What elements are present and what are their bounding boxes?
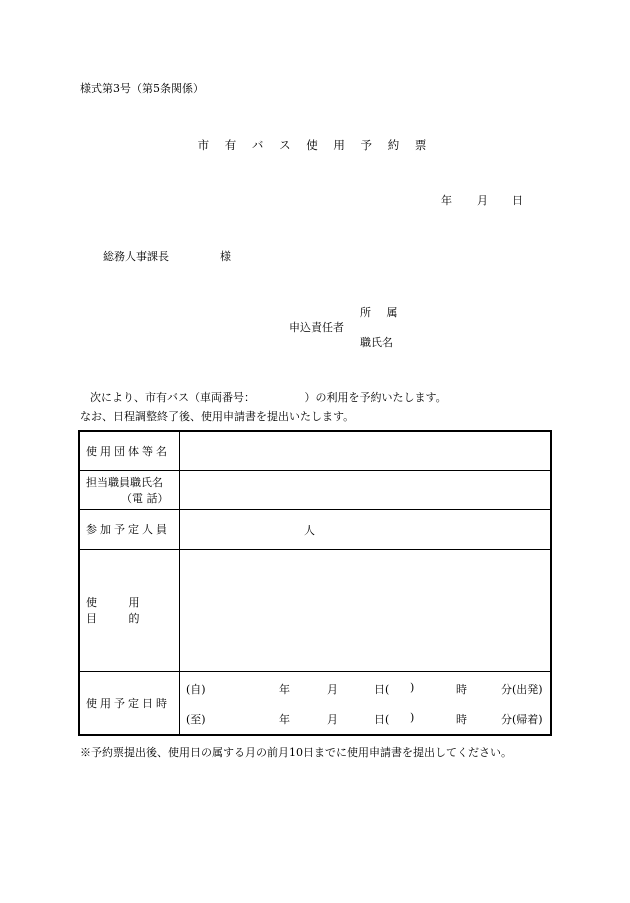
staff-label: 担当職員職氏名: [86, 475, 163, 489]
row-participants: [79, 509, 551, 549]
to-paren: ): [410, 710, 415, 724]
to-year: 年: [279, 712, 290, 726]
date-day: 日: [512, 194, 523, 207]
body-line-1: 次により、市有バス（車両番号： ）の利用を予約いたします。: [90, 391, 447, 404]
to-hour: 時: [456, 712, 467, 726]
row-group: [79, 431, 551, 470]
from-year: 年: [279, 682, 290, 696]
schedule-label: 使用予定日時: [79, 671, 180, 735]
staff-label-cell: [79, 470, 180, 509]
to-day: 日(: [374, 712, 390, 726]
participants-label: 参加予定人員: [79, 509, 180, 549]
to-minute: 分(帰着): [501, 712, 543, 726]
from-day: 日(: [374, 682, 390, 696]
staff-phone-label: （電 話）: [121, 491, 169, 505]
from-month: 月: [327, 682, 338, 696]
reservation-table: [78, 430, 552, 736]
row-staff: [79, 470, 551, 509]
from-prefix: (自): [186, 682, 206, 696]
document-title: 市 有 バ ス 使 用 予 約 票: [197, 138, 433, 152]
purpose-label: 使 用 目 的: [79, 549, 180, 671]
from-minute: 分(出発): [501, 682, 543, 696]
row-purpose: [79, 549, 551, 671]
group-field[interactable]: [180, 431, 552, 470]
group-label: 使用団体等名: [79, 431, 180, 470]
date-year: 年: [441, 194, 452, 207]
to-month: 月: [327, 712, 338, 726]
footnote: ※予約票提出後、使用日の属する月の前月10日までに使用申請書を提出してください。: [80, 746, 512, 759]
addressee: 総務人事課長: [103, 250, 169, 263]
participants-field[interactable]: [180, 509, 552, 549]
schedule-field[interactable]: [180, 671, 552, 735]
participants-unit: 人: [304, 523, 315, 537]
to-prefix: (至): [186, 712, 206, 726]
applicant-affiliation: 所 属: [360, 306, 404, 319]
purpose-field[interactable]: [180, 549, 552, 671]
body-line-2: なお、日程調整終了後、使用申請書を提出いたします。: [80, 410, 355, 423]
applicant-label: 申込責任者: [289, 321, 344, 334]
date-month: 月: [477, 194, 488, 207]
from-paren: ): [410, 680, 415, 694]
row-schedule: [79, 671, 551, 735]
honorific: 様: [220, 250, 231, 263]
applicant-title-name: 職氏名: [360, 336, 393, 349]
from-hour: 時: [456, 682, 467, 696]
staff-field[interactable]: [180, 470, 552, 509]
form-number: 様式第3号（第5条関係）: [80, 82, 204, 95]
